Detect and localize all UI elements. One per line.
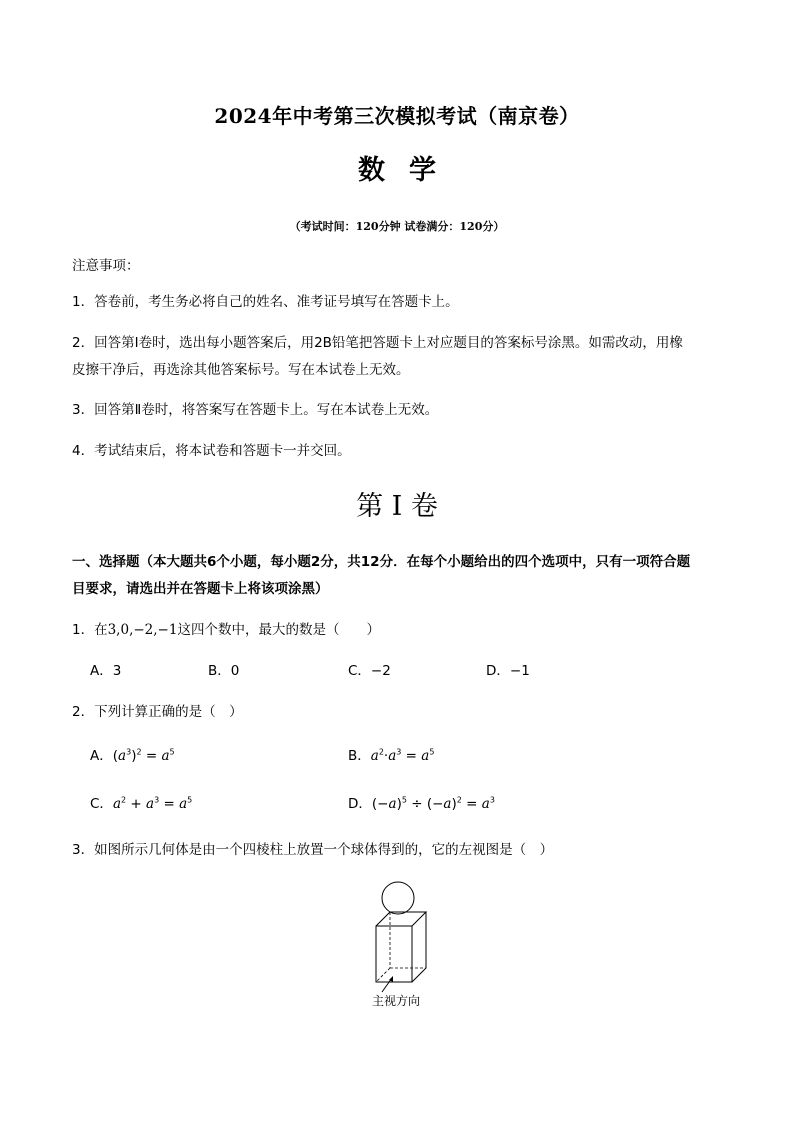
question-1-stem bbox=[72, 616, 722, 644]
option-formula: $a^2\cdot a^3 = a^5$ bbox=[370, 747, 435, 764]
q2-option-b[interactable] bbox=[348, 745, 434, 767]
q1-prefix: 1．在 bbox=[72, 622, 108, 638]
q1-option-b[interactable]: B．0 bbox=[208, 663, 240, 679]
option-label: D． bbox=[348, 796, 372, 812]
q2-option-d[interactable] bbox=[348, 793, 495, 815]
option-label: C． bbox=[90, 796, 113, 812]
notice-item: 皮擦干净后，再选涂其他答案标号。写在本试卷上无效。 bbox=[72, 362, 410, 378]
q1-option-d[interactable]: D．−1 bbox=[486, 663, 530, 679]
section-instructions: 一、选择题（本大题共6个小题，每小题2分，共12分．在每个小题给出的四个选项中，只有一项符合题 bbox=[72, 554, 691, 570]
figure-caption: 主视方向 bbox=[371, 994, 420, 1008]
notice-item: 2．回答第Ⅰ卷时，选出每小题答案后，用2B铅笔把答题卡上对应题目的答案标号涂黑。如需改动，用橡 bbox=[72, 335, 683, 351]
option-formula: $(a^3)^2 = a^5$ bbox=[112, 747, 175, 764]
q2-option-c[interactable] bbox=[90, 793, 192, 815]
section-instructions: 目要求，请选出并在答题卡上将该项涂黑） bbox=[72, 581, 329, 597]
question-3-stem: 3．如图所示几何体是由一个四棱柱上放置一个球体得到的，它的左视图是（ ） bbox=[72, 842, 554, 858]
exam-meta: （考试时间：120分钟 试卷满分：120分） bbox=[289, 220, 505, 233]
option-label: B． bbox=[348, 748, 371, 764]
q1-option-c[interactable]: C．−2 bbox=[348, 663, 391, 679]
option-formula: $a^2 + a^3 = a^5$ bbox=[112, 795, 193, 812]
exam-title: 2024年中考第三次模拟考试（南京卷） bbox=[214, 104, 580, 128]
option-formula: $(-a)^5 \div (-a)^2 = a^3$ bbox=[371, 795, 495, 812]
notice-item: 1．答卷前，考生务必将自己的姓名、准考证号填写在答题卡上。 bbox=[72, 294, 459, 310]
notice-heading: 注意事项： bbox=[72, 258, 140, 274]
section-title: 第 I 卷 bbox=[356, 491, 438, 522]
q1-math: 3,0,−2,−1 bbox=[107, 622, 178, 638]
notice-item: 3．回答第Ⅱ卷时，将答案写在答题卡上。写在本试卷上无效。 bbox=[72, 402, 439, 418]
q1-option-a[interactable]: A．3 bbox=[90, 663, 122, 679]
notice-item: 4．考试结束后，将本试卷和答题卡一并交回。 bbox=[72, 443, 351, 459]
q1-suffix: 这四个数中，最大的数是（ ） bbox=[177, 622, 380, 638]
q2-option-a[interactable] bbox=[90, 745, 175, 767]
question-2-stem: 2．下列计算正确的是（ ） bbox=[72, 704, 243, 720]
option-label: A． bbox=[90, 748, 113, 764]
subject-title: 数学 bbox=[358, 155, 460, 186]
